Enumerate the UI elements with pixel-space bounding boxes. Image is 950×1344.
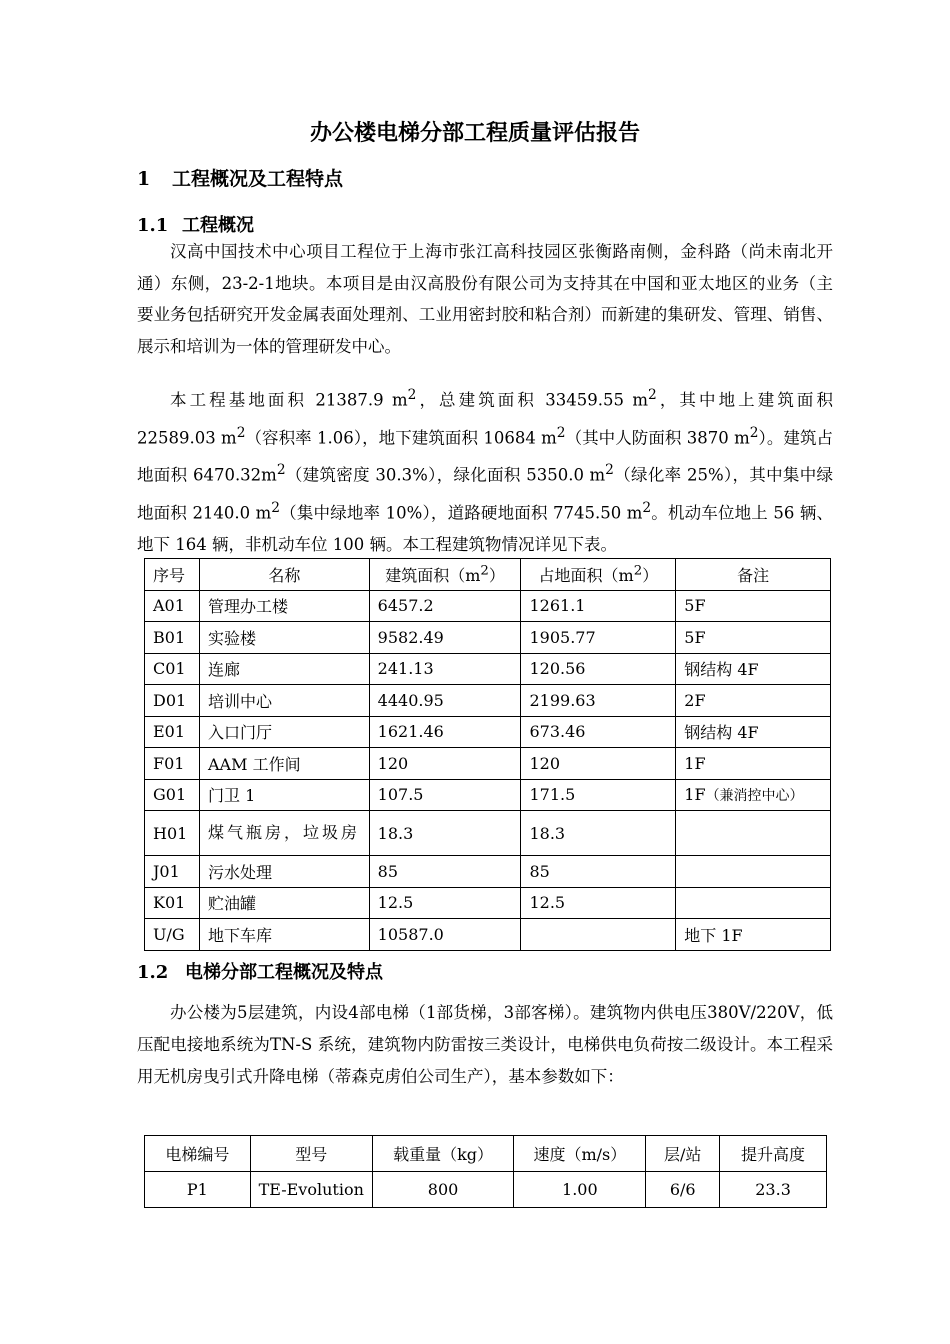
paragraph-elevator-overview: 办公楼为5层建筑，内设4部电梯（1部货梯，3部客梯）。建筑物内供电压380V/220V，低压配电接地系统为TN-S 系统，建筑物内防雷按三类设计，电梯供电负荷按二级设计。本工程采用无机房曳引式升降电梯（蒂森克虏伯公司生产），基本参数如下： xyxy=(137,1003,833,1086)
cell: F01 xyxy=(145,748,200,780)
cell: K01 xyxy=(145,887,200,919)
cell: H01 xyxy=(145,811,200,856)
cell: 9582.49 xyxy=(369,622,521,654)
table-row xyxy=(145,622,831,654)
cell: 10587.0 xyxy=(369,919,521,951)
page-title: 办公楼电梯分部工程质量评估报告 xyxy=(309,120,640,146)
table-row xyxy=(145,716,831,748)
cell: 地下 1F xyxy=(676,919,831,951)
table-row xyxy=(145,779,831,811)
cell: 5F xyxy=(676,622,831,654)
cell: E01 xyxy=(145,716,200,748)
section-heading-1-1 xyxy=(137,211,254,237)
cell: 钢结构 4F xyxy=(676,653,831,685)
cell: 18.3 xyxy=(521,811,676,856)
table-row xyxy=(145,811,831,856)
section-number: 1 xyxy=(137,168,151,190)
cell: 12.5 xyxy=(521,887,676,919)
table-header-row xyxy=(145,1136,827,1172)
table-row xyxy=(145,856,831,888)
cell: J01 xyxy=(145,856,200,888)
cell: U/G xyxy=(145,919,200,951)
cell: D01 xyxy=(145,685,200,717)
cell: 连廊 xyxy=(199,653,369,685)
cell: 门卫 1 xyxy=(199,779,369,811)
cell: P1 xyxy=(145,1172,251,1208)
section-heading-1 xyxy=(137,164,343,191)
cell xyxy=(676,811,831,856)
cell: 23.3 xyxy=(720,1172,827,1208)
cell: 85 xyxy=(521,856,676,888)
cell: 120 xyxy=(369,748,521,780)
cell: 培训中心 xyxy=(199,685,369,717)
cell: B01 xyxy=(145,622,200,654)
table-row xyxy=(145,748,831,780)
section-heading-1-2 xyxy=(137,958,383,984)
table-header-row xyxy=(145,559,831,591)
cell: 120.56 xyxy=(521,653,676,685)
cell: 2199.63 xyxy=(521,685,676,717)
cell: 煤气瓶房，垃圾房 xyxy=(199,811,369,856)
cell: 贮油罐 xyxy=(199,887,369,919)
section-number: 1.2 xyxy=(137,962,169,983)
header-cell: 序号 xyxy=(145,559,200,591)
cell: 4440.95 xyxy=(369,685,521,717)
table-row xyxy=(145,887,831,919)
table-row xyxy=(145,590,831,622)
table-row xyxy=(145,1172,827,1208)
cell: 污水处理 xyxy=(199,856,369,888)
paragraph-area-stats: 本工程基地面积 21387.9 $m^2$，总建筑面积 33459.55 $m^2$，其中地上建筑面积 22589.03 $m^2$（容积率 1.06），地下建筑面积 10684 $m^2$（其中人防面积 3870 $m^2$）。建筑占地面积 $6470.32m^2$（建筑密度 30.3%），绿化面积 5350.0 $m^2$（绿化率 25%），其中集中绿地面积 2140.0 $m^2$（集中绿地率 10%），道路硬地面积 7745.50 $m^2$。机动车位地上 56 辆、地下 164 辆，非机动车位 100 辆。本工程建筑物情况详见下表。 xyxy=(137,387,834,554)
cell: 6/6 xyxy=(646,1172,720,1208)
cell: C01 xyxy=(145,653,200,685)
header-cell: 备注 xyxy=(676,559,831,591)
cell xyxy=(676,856,831,888)
section-title: 工程概况 xyxy=(182,215,254,236)
section-number: 1.1 xyxy=(137,215,169,236)
cell xyxy=(521,919,676,951)
cell: 18.3 xyxy=(369,811,521,856)
cell: AAM 工作间 xyxy=(199,748,369,780)
cell: G01 xyxy=(145,779,200,811)
elevator-table xyxy=(144,1135,827,1208)
section-title: 工程概况及工程特点 xyxy=(172,168,344,190)
cell: 107.5 xyxy=(369,779,521,811)
cell xyxy=(676,887,831,919)
cell: 1F（兼消控中心） xyxy=(676,779,831,811)
cell: 241.13 xyxy=(369,653,521,685)
cell: 钢结构 4F xyxy=(676,716,831,748)
cell: 85 xyxy=(369,856,521,888)
cell: 2F xyxy=(676,685,831,717)
cell: 6457.2 xyxy=(369,590,521,622)
paragraph-overview: 汉高中国技术中心项目工程位于上海市张江高科技园区张衡路南侧，金科路（尚未南北开通）东侧，23-2-1地块。本项目是由汉高股份有限公司为支持其在中国和亚太地区的业务（主要业务包括研究开发金属表面处理剂、工业用密封胶和粘合剂）而新建的集研发、管理、销售、展示和培训为一体的管理研发中心。 xyxy=(137,242,833,356)
cell: 1621.46 xyxy=(369,716,521,748)
cell: 1.00 xyxy=(514,1172,646,1208)
header-cell: 载重量（kg） xyxy=(372,1136,514,1172)
table-row xyxy=(145,685,831,717)
header-cell: 型号 xyxy=(250,1136,372,1172)
header-cell: 名称 xyxy=(199,559,369,591)
cell: 1905.77 xyxy=(521,622,676,654)
cell: TE-Evolution xyxy=(250,1172,372,1208)
cell: 实验楼 xyxy=(199,622,369,654)
header-cell: 提升高度 xyxy=(720,1136,827,1172)
header-cell: 速度（m/s） xyxy=(514,1136,646,1172)
cell: 1261.1 xyxy=(521,590,676,622)
cell: 12.5 xyxy=(369,887,521,919)
cell: A01 xyxy=(145,590,200,622)
cell: 5F xyxy=(676,590,831,622)
cell: 171.5 xyxy=(521,779,676,811)
cell: 入口门厅 xyxy=(199,716,369,748)
header-cell: 占地面积$(m^2)$ xyxy=(521,559,676,591)
cell: 管理办工楼 xyxy=(199,590,369,622)
cell: 120 xyxy=(521,748,676,780)
header-cell: 层/站 xyxy=(646,1136,720,1172)
table-row xyxy=(145,919,831,951)
header-cell: 电梯编号 xyxy=(145,1136,251,1172)
table-row xyxy=(145,653,831,685)
cell: 673.46 xyxy=(521,716,676,748)
section-title: 电梯分部工程概况及特点 xyxy=(185,962,383,983)
cell: 1F xyxy=(676,748,831,780)
building-table xyxy=(144,558,831,951)
cell: 800 xyxy=(372,1172,514,1208)
cell: 地下车库 xyxy=(199,919,369,951)
header-cell: 建筑面积$(m^2)$ xyxy=(369,559,521,591)
